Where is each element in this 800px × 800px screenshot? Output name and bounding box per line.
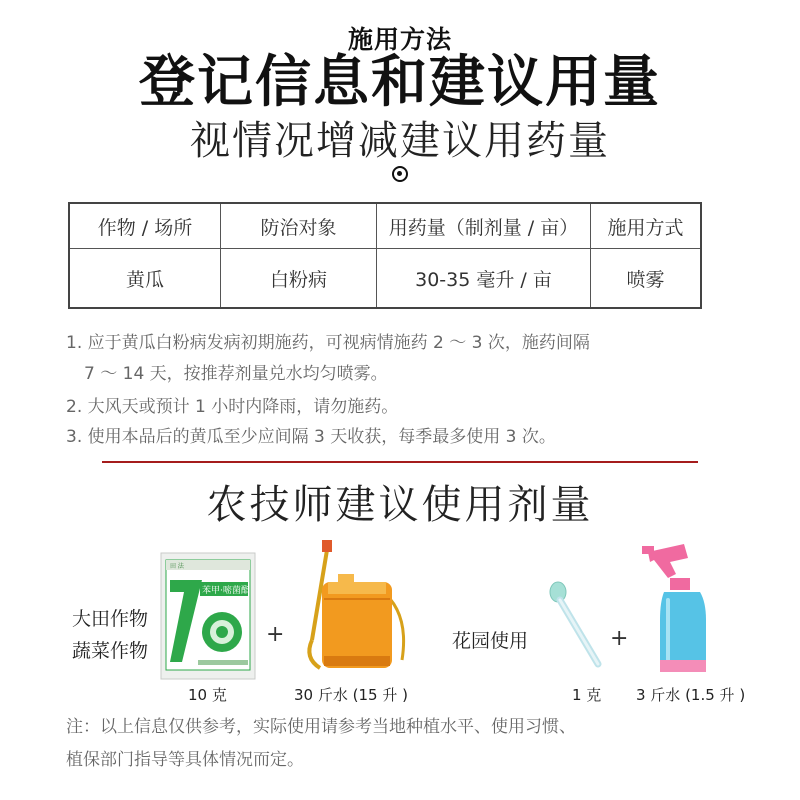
section-divider <box>102 461 698 463</box>
registration-table <box>68 202 702 309</box>
table-header: 防治对象 <box>221 203 377 249</box>
vegetable-crops-label: 蔬菜作物 <box>72 640 149 662</box>
note-3: 3. 使用本品后的黄瓜至少应间隔 3 天收获，每季最多使用 3 次。 <box>66 427 556 447</box>
section-title: 农技师建议使用剂量 <box>206 482 594 528</box>
backpack-sprayer-image <box>298 540 418 678</box>
measuring-scoop-image <box>546 580 606 670</box>
table-cell: 30-35 毫升 / 亩 <box>377 249 591 309</box>
spray-bottle-image <box>640 540 720 678</box>
tagline: 视情况增减建议用药量 <box>190 118 610 164</box>
field-crops-label: 大田作物 <box>72 608 149 630</box>
page-title: 登记信息和建议用量 <box>139 50 661 115</box>
table-cell: 黄瓜 <box>69 249 221 309</box>
table-header: 用药量（制剂量 / 亩） <box>377 203 591 249</box>
bottle-caption: 3 斤水 (1.5 升 ) <box>636 686 746 704</box>
table-header: 作物 / 场所 <box>69 203 221 249</box>
plus-sign: + <box>266 622 285 647</box>
target-icon <box>392 166 408 182</box>
footer-note-line-2: 植保部门指导等具体情况而定。 <box>66 750 304 770</box>
scoop-caption: 1 克 <box>572 686 602 704</box>
table-header: 施用方式 <box>591 203 702 249</box>
sprayer-caption: 30 斤水 (15 升 ) <box>294 686 408 704</box>
packet-caption: 10 克 <box>188 686 227 704</box>
note-2: 2. 大风天或预计 1 小时内降雨，请勿施药。 <box>66 397 399 417</box>
note-1-continued: 7 ～ 14 天，按推荐剂量兑水均匀喷雾。 <box>84 364 388 384</box>
note-1: 1. 应于黄瓜白粉病发病初期施药，可视病情施药 2 ～ 3 次，施药间隔 <box>66 333 590 353</box>
table-row <box>69 249 701 309</box>
plus-sign: + <box>610 626 629 651</box>
pesticide-packet-image <box>160 552 256 680</box>
table-header-row <box>69 203 701 249</box>
footer-note-line-1: 注：以上信息仅供参考，实际使用请参考当地种植水平、使用习惯、 <box>66 717 576 737</box>
subtitle: 施用方法 <box>347 25 452 54</box>
packet-product-name: 苯甲·嘧菌酯 <box>202 586 250 596</box>
table-cell: 喷雾 <box>591 249 702 309</box>
table-cell: 白粉病 <box>221 249 377 309</box>
garden-use-label: 花园使用 <box>452 630 529 652</box>
svg-text:田 法: 田 法 <box>170 563 184 570</box>
